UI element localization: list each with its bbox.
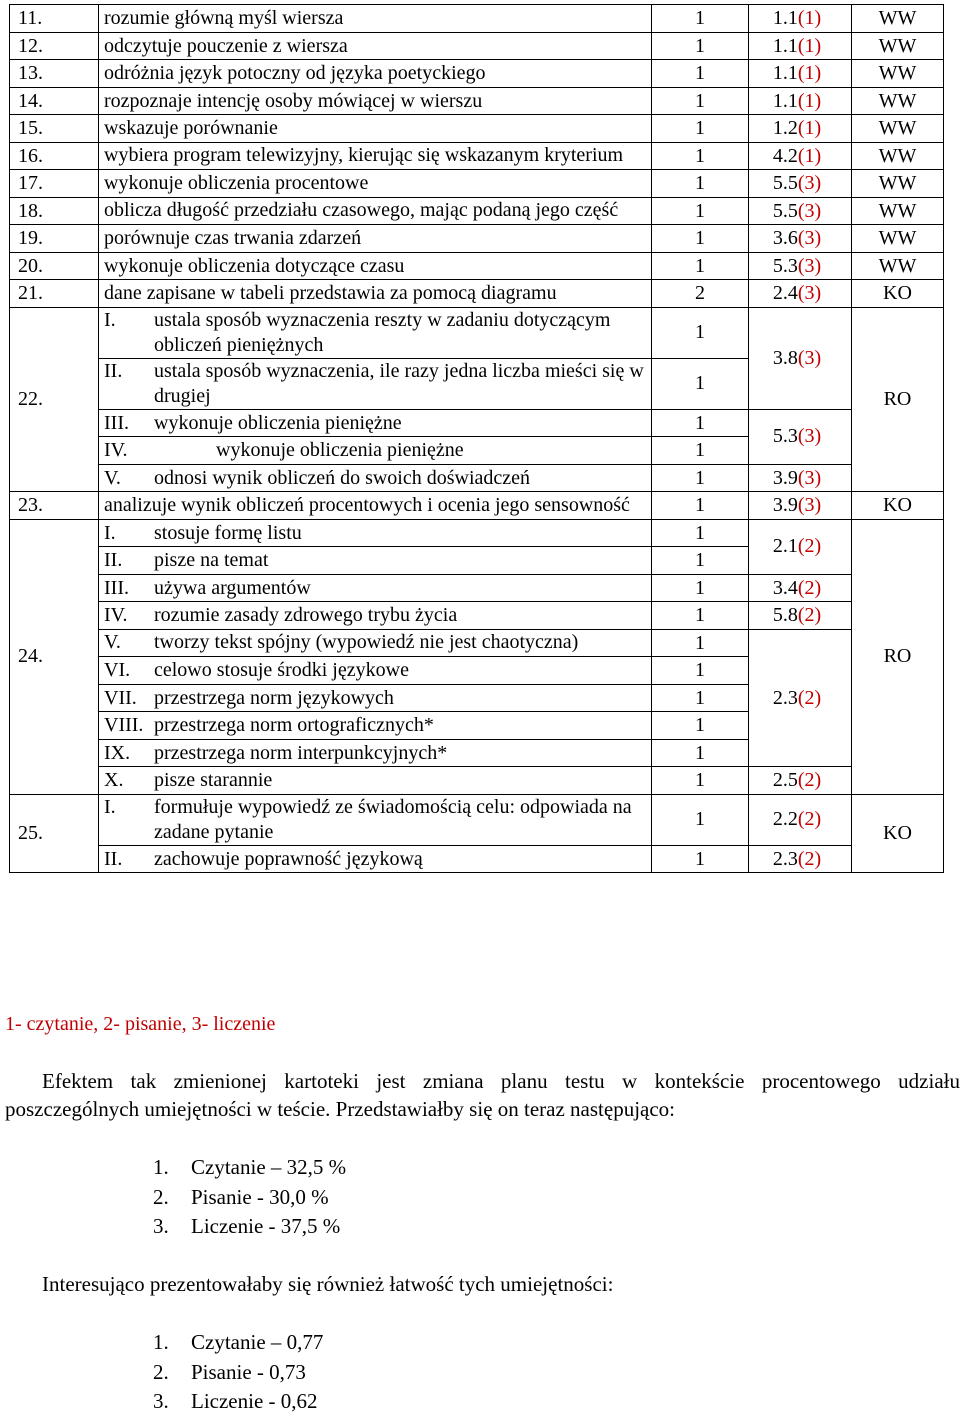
table-row [10,87,944,115]
table-row [10,115,944,143]
sub-item: V. tworzy tekst spójny (wypowiedź nie jest chaotyczna) [104,631,579,654]
sub-item: IX. przestrzega norm interpunkcyjnych* [104,741,448,764]
points-cell: 2 [652,280,749,308]
sub-item: VIII. przestrzega norm ortograficznych* [104,714,434,736]
standard-cell: 3.9(3) [749,464,852,492]
points-cell: 1 [652,115,749,143]
item-number: 22. [10,307,99,492]
standard-cell: 2.4(3) [749,280,852,308]
legend-note: 1- czytanie, 2- pisanie, 3- liczenie [5,1013,276,1035]
table-row [10,794,944,845]
standard-cell: 5.5(3) [749,170,852,198]
ease-list [153,1328,323,1417]
standard-cell: 1.1(1) [749,87,852,115]
skill-cell [99,657,652,685]
skill-cell: wykonuje obliczenia procentowe [99,170,652,198]
skill-cell: wybiera program telewizyjny, kierując się wskazanym kryterium [99,142,652,170]
category-cell: RO [852,307,944,492]
points-cell: 1 [652,739,749,767]
sub-item: V. odnosi wynik obliczeń do swoich doświadczeń [104,466,531,489]
standard-cell: 5.3(3) [749,409,852,464]
points-cell: 1 [652,60,749,88]
points-cell: 1 [652,197,749,225]
list-item: 2. Pisanie - 30,0 % [153,1184,329,1209]
table-row [10,492,944,520]
item-number: 14. [10,87,99,115]
standard-cell: 1.2(1) [749,115,852,143]
skill-cell [99,519,652,547]
skill-cell [99,739,652,767]
points-cell: 1 [652,252,749,280]
sub-item: I. formułuje wypowiedź ze świadomością celu: odpowiada na zadane pytanie [104,795,632,843]
category-cell: WW [852,197,944,225]
standard-cell: 3.9(3) [749,492,852,520]
skill-cell: wskazuje porównanie [99,115,652,143]
points-cell: 1 [652,767,749,795]
skill-cell: wykonuje obliczenia dotyczące czasu [99,252,652,280]
skill-cell: rozumie główną myśl wiersza [99,5,652,33]
skill-cell [99,409,652,437]
shares-list [153,1153,346,1242]
sub-item: II. pisze na temat [104,549,269,571]
points-cell: 1 [652,225,749,253]
table-row [10,629,944,657]
skill-cell [99,845,652,873]
category-cell: KO [852,280,944,308]
points-cell: 1 [652,684,749,712]
skill-cell: dane zapisane w tabeli przedstawia za pomocą diagramu [99,280,652,308]
category-cell: WW [852,32,944,60]
sub-item: I. stosuje formę listu [104,521,302,544]
item-number: 18. [10,197,99,225]
points-cell: 1 [652,409,749,437]
category-cell: WW [852,87,944,115]
standard-cell: 5.3(3) [749,252,852,280]
skill-cell: odczytuje pouczenie z wiersza [99,32,652,60]
standard-cell: 3.8(3) [749,307,852,409]
points-cell: 1 [652,547,749,575]
points-cell: 1 [652,519,749,547]
skill-cell [99,712,652,740]
item-number: 19. [10,225,99,253]
points-cell: 1 [652,845,749,873]
skill-cell [99,464,652,492]
skill-cell: IV. wykonuje obliczenia pieniężne [99,437,652,465]
table-row [10,280,944,308]
standard-cell: 5.5(3) [749,197,852,225]
skill-cell [99,574,652,602]
table-row [10,602,944,630]
points-cell: 1 [652,574,749,602]
item-number: 24. [10,519,99,794]
points-cell: 1 [652,87,749,115]
points-cell: 1 [652,464,749,492]
sub-item: III. wykonuje obliczenia pieniężne [104,411,402,434]
paragraph-ease: Interesująco prezentowałaby się również łatwość tych umiejętności: [42,1272,614,1296]
sub-item: IV. rozumie zasady zdrowego trybu życia [104,604,458,626]
skill-cell [99,684,652,712]
points-cell: 1 [652,602,749,630]
sub-item: II. zachowuje poprawność językową [104,847,423,870]
item-number: 21. [10,280,99,308]
table-row [10,170,944,198]
points-cell: 1 [652,437,749,465]
points-cell: 1 [652,170,749,198]
standard-cell: 3.4(2) [749,574,852,602]
table-row [10,464,944,492]
category-cell: WW [852,225,944,253]
skill-cell: oblicza długość przedziału czasowego, mając podaną jego część [99,197,652,225]
skill-cell [99,358,652,409]
list-item: 1. Czytanie – 32,5 % [153,1155,347,1179]
table-row [10,5,944,33]
item-number: 17. [10,170,99,198]
list-item: 3. Liczenie - 37,5 % [153,1214,341,1238]
standard-cell: 2.5(2) [749,767,852,795]
item-number: 16. [10,142,99,170]
table-row [10,519,944,547]
standard-cell: 4.2(1) [749,142,852,170]
standard-cell: 1.1(1) [749,5,852,33]
item-number: 11. [10,5,99,33]
table-row [10,60,944,88]
skill-cell [99,794,652,845]
table-row [10,225,944,253]
sub-item: VII. przestrzega norm językowych [104,686,394,709]
paragraph-test-plan-text: Efektem tak zmienionej kartoteki jest zmiana planu testu w kontekście procentowego udziału poszczególnych umiejętności w teście. Przedstawiałby się on teraz następująco: [5,1069,960,1121]
list-item: 1. Czytanie – 0,77 [153,1330,324,1354]
points-cell: 1 [652,629,749,657]
category-cell: KO [852,794,944,873]
table-row [10,845,944,873]
skill-cell: rozpoznaje intencję osoby mówiącej w wierszu [99,87,652,115]
category-cell: WW [852,60,944,88]
table-row [10,252,944,280]
points-cell: 1 [652,142,749,170]
skill-cell: odróżnia język potoczny od języka poetyckiego [99,60,652,88]
category-cell: RO [852,519,944,794]
skills-table [9,4,944,873]
paragraph-test-plan [5,1067,960,1123]
skill-cell: analizuje wynik obliczeń procentowych i ocenia jego sensowność [99,492,652,520]
skills-table-body [10,5,944,873]
points-cell: 1 [652,492,749,520]
standard-cell: 1.1(1) [749,32,852,60]
points-cell: 1 [652,307,749,358]
skill-cell [99,629,652,657]
standard-cell: 2.1(2) [749,519,852,574]
skill-cell: porównuje czas trwania zdarzeń [99,225,652,253]
category-cell: WW [852,142,944,170]
sub-item: I. ustala sposób wyznaczenia reszty w zadaniu dotyczącym obliczeń pieniężnych [104,308,611,356]
table-row [10,197,944,225]
item-number: 15. [10,115,99,143]
table-row [10,767,944,795]
table-row [10,32,944,60]
sub-item: VI. celowo stosuje środki językowe [104,659,409,681]
skill-cell [99,547,652,575]
table-row [10,574,944,602]
item-number: 25. [10,794,99,873]
table-row [10,307,944,358]
list-item: 2. Pisanie - 0,73 [153,1359,306,1384]
category-cell: WW [852,170,944,198]
points-cell: 1 [652,5,749,33]
table-row [10,142,944,170]
standard-cell: 1.1(1) [749,60,852,88]
standard-cell: 5.8(2) [749,602,852,630]
category-cell: WW [852,115,944,143]
category-cell: WW [852,252,944,280]
points-cell: 1 [652,712,749,740]
item-number: 12. [10,32,99,60]
category-cell: WW [852,5,944,33]
points-cell: 1 [652,794,749,845]
list-item: 3. Liczenie - 0,62 [153,1389,318,1413]
item-number: 23. [10,492,99,520]
points-cell: 1 [652,32,749,60]
standard-cell: 3.6(3) [749,225,852,253]
table-row [10,409,944,437]
sub-item: II. ustala sposób wyznaczenia, ile razy jedna liczba mieści się w drugiej [104,359,644,407]
standard-cell: 2.3(2) [749,845,852,873]
item-number: 20. [10,252,99,280]
category-cell: KO [852,492,944,520]
sub-item: X. pisze starannie [104,769,273,791]
item-number: 13. [10,60,99,88]
points-cell: 1 [652,657,749,685]
sub-item: III. używa argumentów [104,576,311,599]
standard-cell: 2.3(2) [749,629,852,767]
standard-cell: 2.2(2) [749,794,852,845]
skill-cell [99,602,652,630]
skill-cell [99,307,652,358]
points-cell: 1 [652,358,749,409]
skill-cell [99,767,652,795]
